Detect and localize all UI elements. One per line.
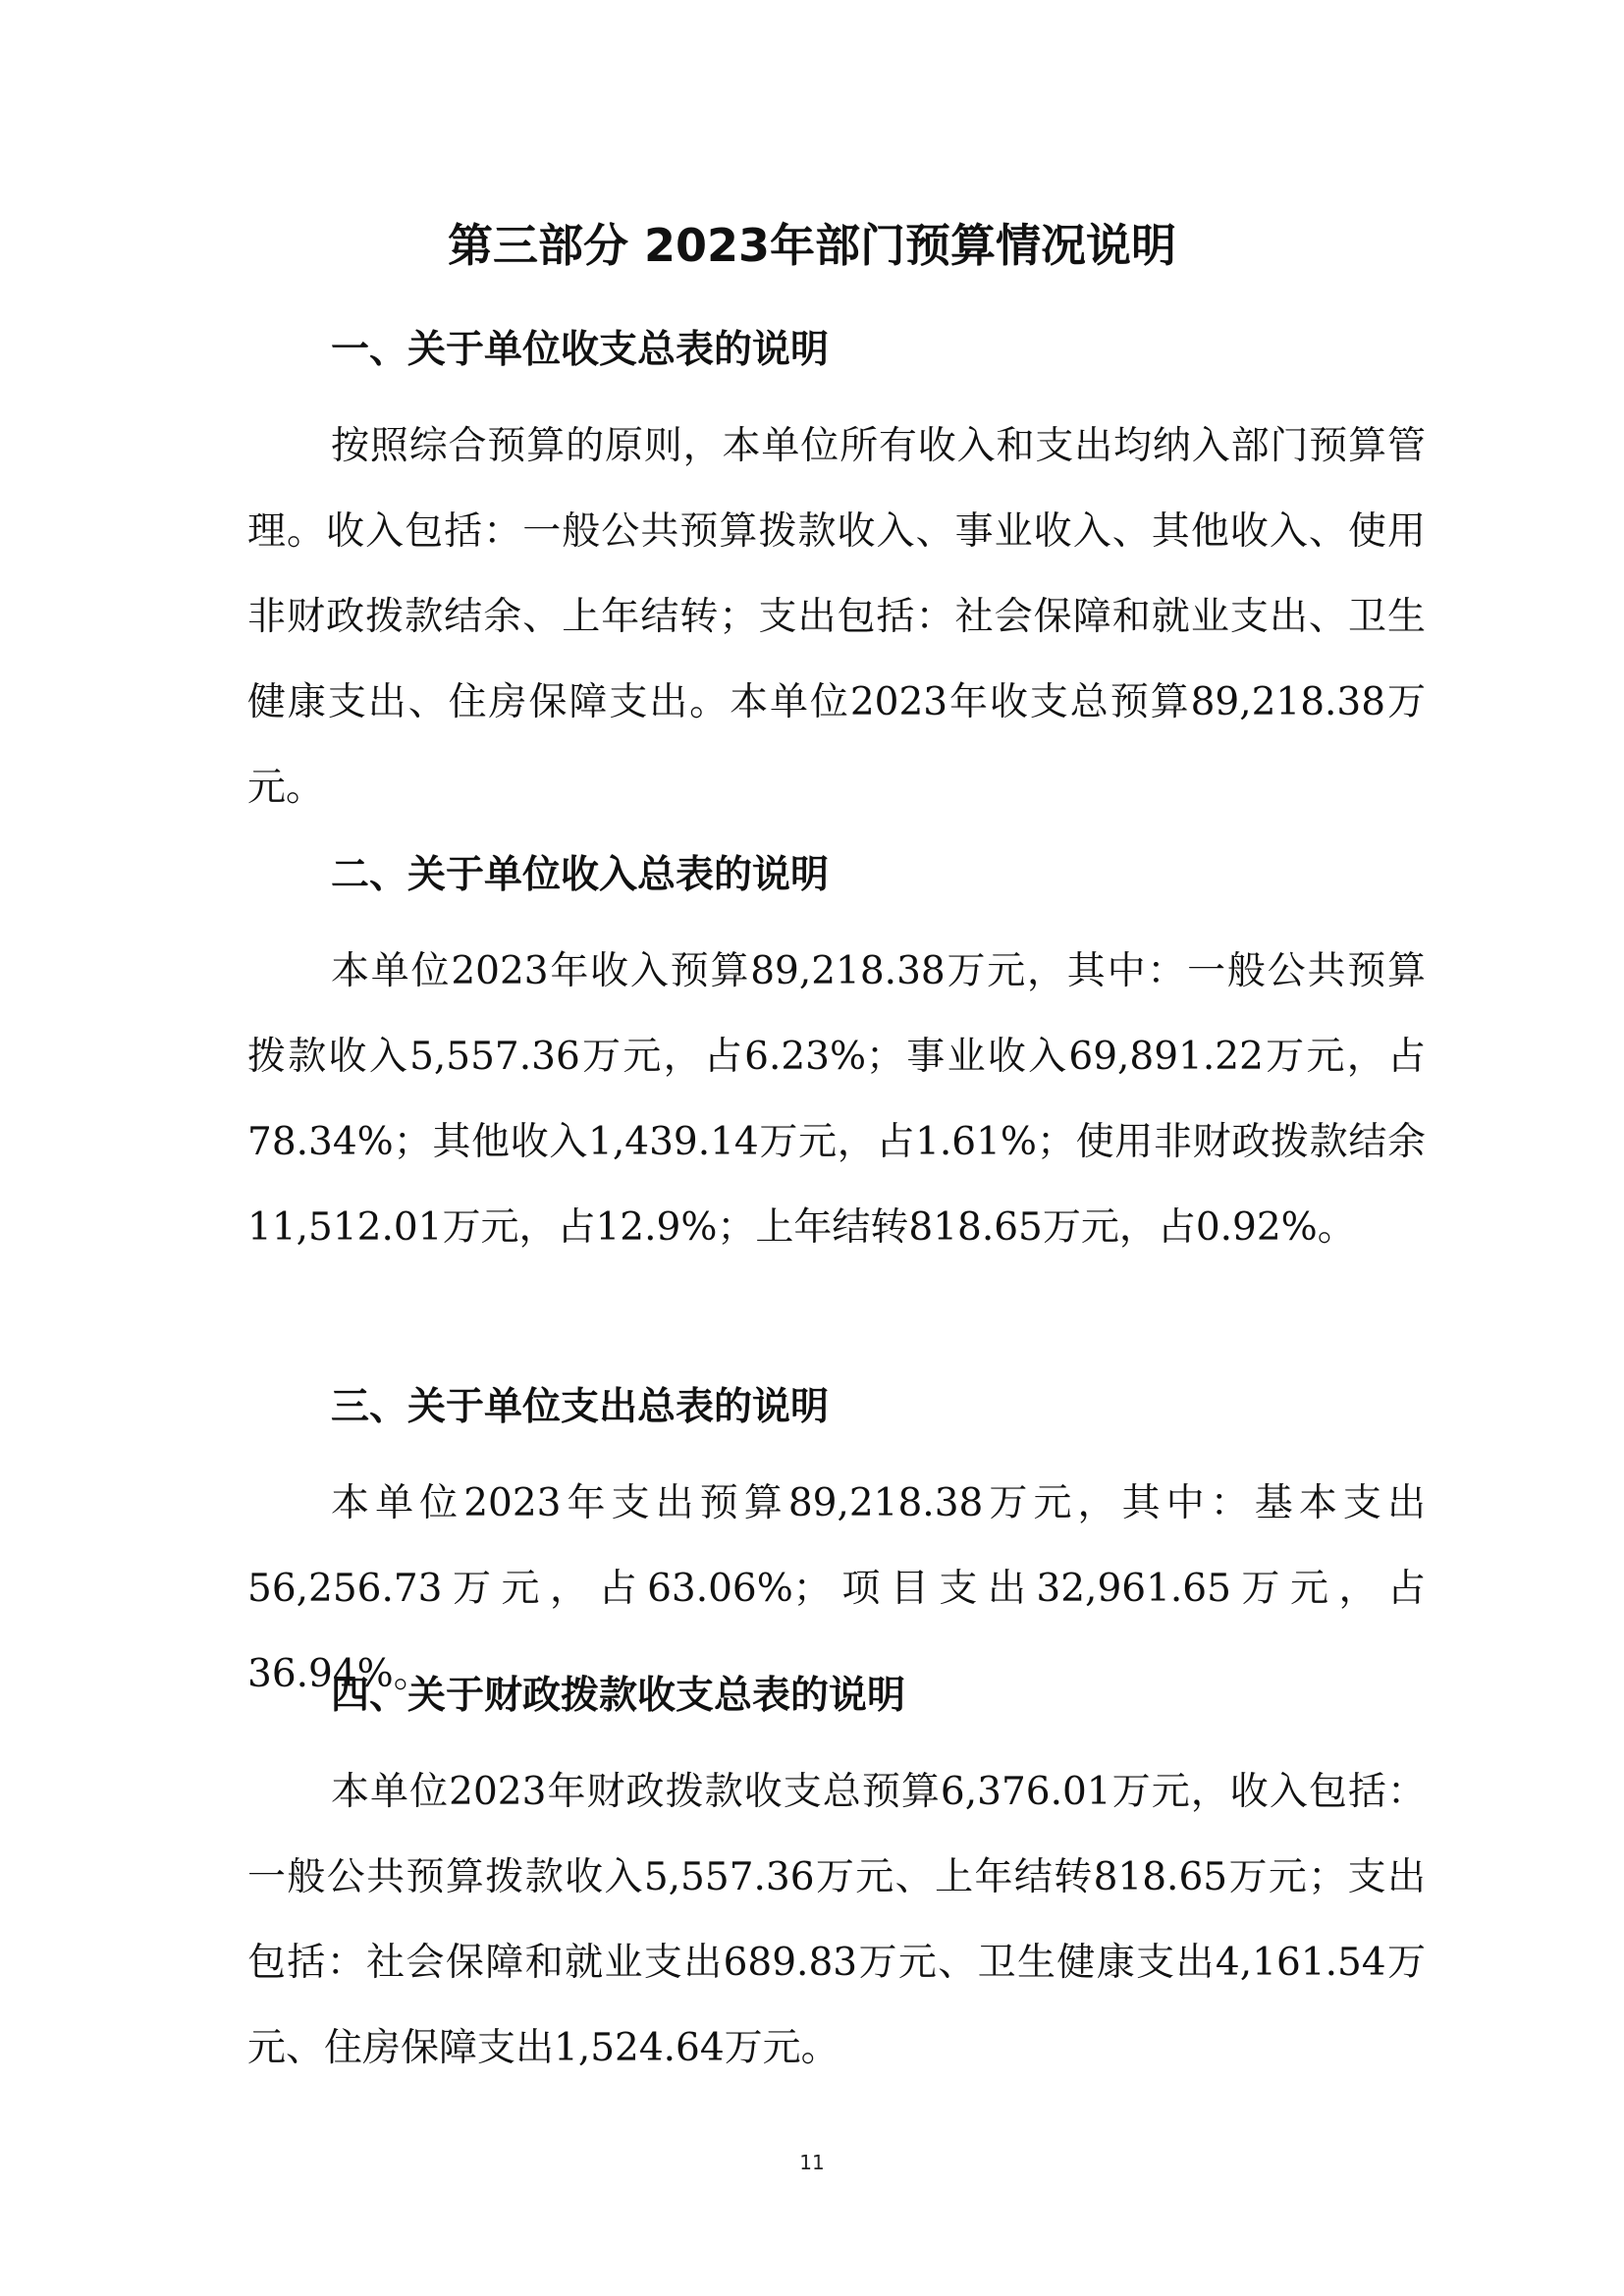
section-unit-income-expenditure-summary — [247, 321, 1426, 830]
page-number: 11 — [799, 2151, 825, 2174]
page-title: 第三部分 2023年部门预算情况说明 — [447, 219, 1177, 272]
section-paragraph: 本单位2023年财政拨款收支总预算6,376.01万元，收入包括：一般公共预算拨款收入5,557.36万元、上年结转818.65万元；支出包括：社会保障和就业支出689.83万元、卫生健康支出4,161.54万元、住房保障支出1,524.64万元。 — [247, 1770, 1426, 2070]
section-heading: 一、关于单位收支总表的说明 — [331, 328, 830, 372]
section-fiscal-appropriation-summary — [247, 1667, 1426, 2091]
section-paragraph: 本单位2023年支出预算89,218.38万元，其中：基本支出56,256.73万元，占63.06%；项目支出32,961.65万元，占36.94%。 — [247, 1481, 1426, 1696]
section-heading: 二、关于单位收入总表的说明 — [331, 853, 830, 897]
section-heading: 四、关于财政拨款收支总表的说明 — [331, 1674, 906, 1718]
section-heading: 三、关于单位支出总表的说明 — [331, 1385, 830, 1429]
section-unit-income-summary — [247, 846, 1426, 1270]
section-paragraph: 本单位2023年收入预算89,218.38万元，其中：一般公共预算拨款收入5,557.36万元，占6.23%；事业收入69,891.22万元，占78.34%；其他收入1,439.14万元，占1.61%；使用非财政拨款结余11,512.01万元，占12.9%；上年结转818.65万元，占0.92%。 — [247, 949, 1426, 1250]
section-paragraph: 按照综合预算的原则，本单位所有收入和支出均纳入部门预算管理。收入包括：一般公共预算拨款收入、事业收入、其他收入、使用非财政拨款结余、上年结转；支出包括：社会保障和就业支出、卫生健康支出、住房保障支出。本单位2023年收支总预算89,218.38万元。 — [247, 424, 1426, 810]
